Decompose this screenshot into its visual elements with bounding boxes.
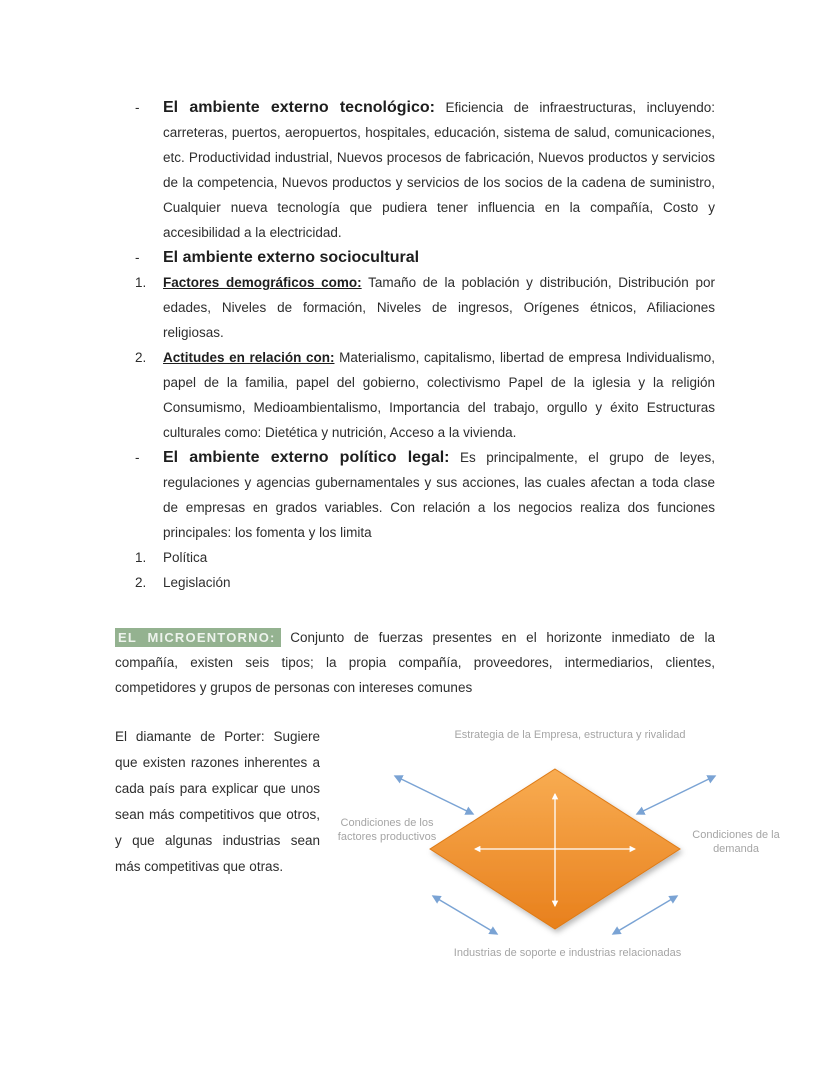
environment-list bbox=[115, 95, 715, 595]
list-item-title: El ambiente externo sociocultural bbox=[163, 249, 420, 266]
microentorno-text: Conjunto de fuerzas presentes en el horizonte inmediato de la compañía, existen seis tipos; la propia compañía, proveedores, intermediarios, clientes, competidores y grupos de personas con intereses comunes bbox=[115, 630, 715, 695]
list-item-body bbox=[163, 570, 715, 595]
list-item-title: El ambiente externo tecnológico: bbox=[163, 99, 435, 116]
list-item-text: Eficiencia de infraestructuras, incluyendo: carreteras, puertos, aeropuertos, hospitales, educación, sistema de salud, comunicaciones, etc. Productividad industrial, Nuevos procesos de fabricación, Nuevos productos y servicios de la competencia, Nuevos productos y servicios de los socios de la cadena de suministro, Cualquier nueva tecnología que pudiera tener influencia en la compañía, Costo y accesibilidad a la electricidad. bbox=[163, 100, 715, 240]
document-content bbox=[115, 95, 780, 974]
list-item-text: Materialismo, capitalismo, libertad de empresa Individualismo, papel de la familia, papel del gobierno, colectivismo Papel de la iglesia y la religión Consumismo, Medioambientalismo, Importancia del trabajo, orgullo y éxito Estructuras culturales como: Dietética y nutrición, Acceso a la vivienda. bbox=[163, 350, 715, 440]
list-item bbox=[115, 545, 715, 570]
list-item-marker: 1. bbox=[135, 550, 147, 565]
connector-arrow-top-left bbox=[395, 776, 473, 814]
list-item-body bbox=[163, 345, 715, 445]
list-item-text: Tamaño de la población y distribución, Distribución por edades, Niveles de formación, Niveles de ingresos, Orígenes étnicos, Afiliaciones religiosas. bbox=[163, 275, 715, 340]
connector-arrow-top-right bbox=[637, 776, 715, 814]
diagram-label-demand-conditions: Condiciones de la demanda bbox=[692, 829, 780, 855]
list-item-marker: 1. bbox=[135, 275, 147, 290]
diagram-label-strategy: Estrategia de la Empresa, estructura y rivalidad bbox=[454, 729, 686, 741]
list-item bbox=[115, 345, 715, 445]
list-item-body bbox=[163, 270, 715, 345]
list-item-marker: - bbox=[135, 450, 140, 465]
list-item bbox=[115, 270, 715, 345]
list-item-body bbox=[163, 545, 715, 570]
list-item-body bbox=[163, 95, 715, 245]
list-item-title: El ambiente externo político legal: bbox=[163, 449, 450, 466]
list-item-text: Es principalmente, el grupo de leyes, regulaciones y agencias gubernamentales y sus acciones, las cuales afectan a toda clase de empresas en grados variables. Con relación a los negocios realiza dos funciones principales: los fomenta y los limita bbox=[163, 450, 715, 540]
list-item-text: Legislación bbox=[163, 575, 231, 590]
microentorno-label: EL MICROENTORNO: bbox=[115, 628, 281, 647]
list-item-marker: - bbox=[135, 250, 140, 265]
list-item-body bbox=[163, 445, 715, 545]
microentorno-paragraph bbox=[115, 625, 715, 700]
connector-arrow-bottom-left bbox=[433, 896, 497, 934]
porter-diamond-diagram bbox=[325, 724, 795, 974]
list-item-body bbox=[163, 245, 715, 270]
list-item-marker: - bbox=[135, 100, 140, 115]
list-item-marker: 2. bbox=[135, 350, 147, 365]
list-item bbox=[115, 95, 715, 245]
porter-paragraph: El diamante de Porter: Sugiere que existen razones inherentes a cada país para explicar que unos sean más competitivos que otros, y que algunas industrias sean más competitivas que otras. bbox=[115, 729, 320, 874]
list-item bbox=[115, 245, 715, 270]
porter-section bbox=[115, 724, 795, 974]
list-item-title: Factores demográficos como: bbox=[163, 275, 362, 290]
list-item-text: Política bbox=[163, 550, 208, 565]
diagram-label-related-industries: Industrias de soporte e industrias relacionadas bbox=[453, 947, 682, 959]
list-item bbox=[115, 570, 715, 595]
list-item-title: Actitudes en relación con: bbox=[163, 350, 335, 365]
list-item-marker: 2. bbox=[135, 575, 147, 590]
connector-arrow-bottom-right bbox=[613, 896, 677, 934]
list-item bbox=[115, 445, 715, 545]
diagram-label-factor-conditions: Condiciones de los factores productivos bbox=[337, 817, 437, 843]
